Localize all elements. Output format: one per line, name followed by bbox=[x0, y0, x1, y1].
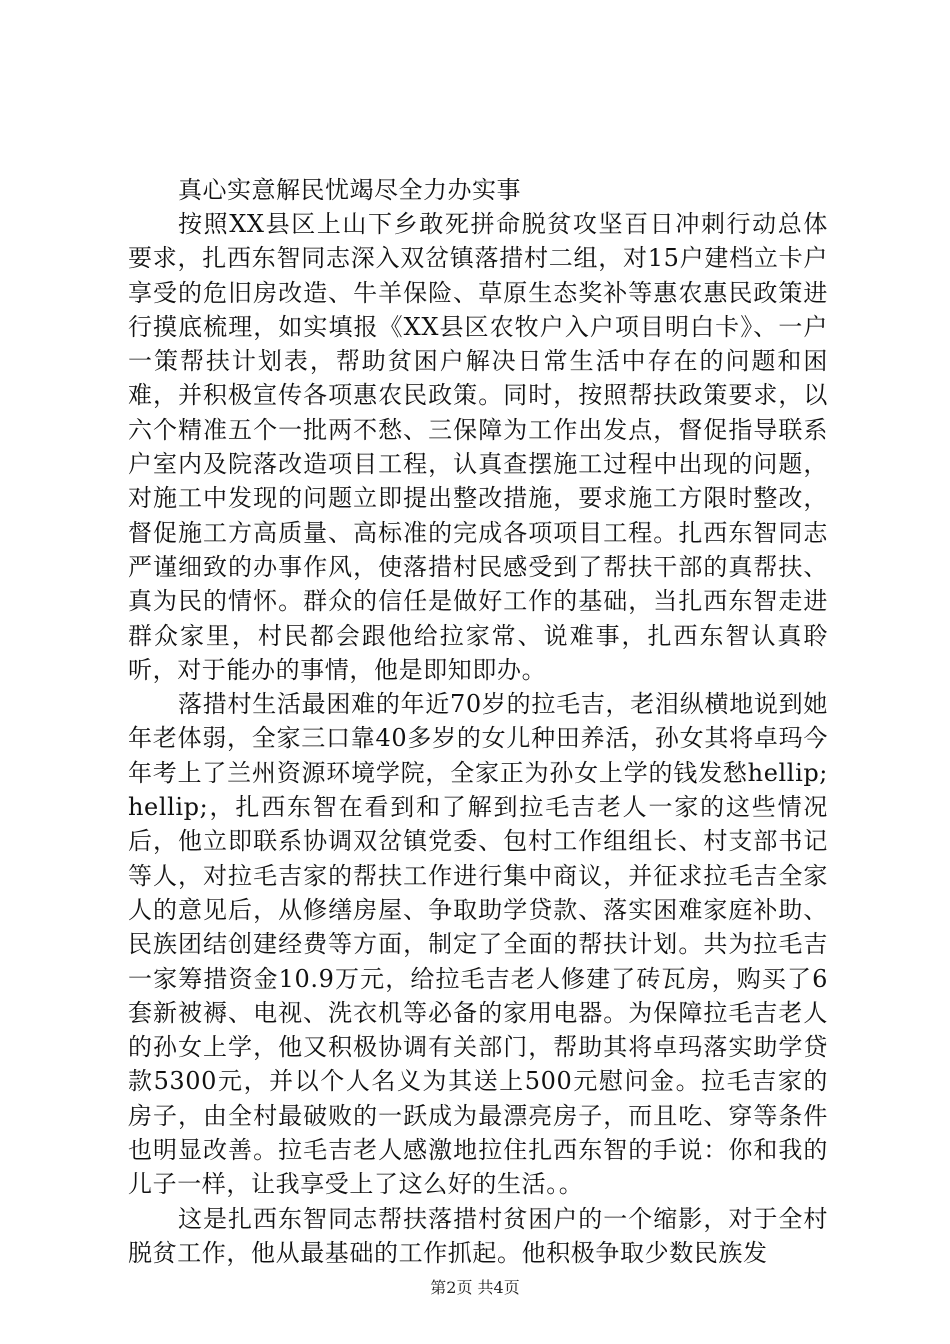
page-number-footer: 第2页 共4页 bbox=[430, 1278, 520, 1297]
document-body bbox=[128, 173, 828, 1270]
paragraph-1: 按照XX县区上山下乡敢死拼命脱贫攻坚百日冲刺行动总体要求，扎西东智同志深入双岔镇落措村二组，对15户建档立卡户享受的危旧房改造、牛羊保险、草原生态奖补等惠农惠民政策进行摸底梳理，如实填报《XX县区农牧户入户项目明白卡》、一户一策帮扶计划表，帮助贫困户解决日常生活中存在的问题和困难，并积极宣传各项惠农民政策。同时，按照帮扶政策要求，以六个精准五个一批两不愁、三保障为工作出发点，督促指导联系户室内及院落改造项目工程，认真查摆施工过程中出现的问题，对施工中发现的问题立即提出整改措施，要求施工方限时整改，督促施工方高质量、高标准的完成各项项目工程。扎西东智同志严谨细致的办事作风，使落措村民感受到了帮扶干部的真帮扶、真为民的情怀。群众的信任是做好工作的基础，当扎西东智走进群众家里，村民都会跟他给拉家常、说难事，扎西东智认真聆听，对于能办的事情，他是即知即办。 bbox=[128, 210, 828, 684]
document-title: 真心实意解民忧竭尽全力办实事 bbox=[178, 176, 521, 204]
paragraph-2: 落措村生活最困难的年近70岁的拉毛吉，老泪纵横地说到她年老体弱，全家三口靠40多岁的女儿种田养活，孙女其将卓玛今年考上了兰州资源环境学院，全家正为孙女上学的钱发愁hellip;hellip;，扎西东智在看到和了解到拉毛吉老人一家的这些情况后，他立即联系协调双岔镇党委、包村工作组组长、村支部书记等人，对拉毛吉家的帮扶工作进行集中商议，并征求拉毛吉全家人的意见后，从修缮房屋、争取助学贷款、落实困难家庭补助、民族团结创建经费等方面，制定了全面的帮扶计划。共为拉毛吉一家筹措资金10.9万元，给拉毛吉老人修建了砖瓦房，购买了6套新被褥、电视、洗衣机等必备的家用电器。为保障拉毛吉老人的孙女上学，他又积极协调有关部门，帮助其将卓玛落实助学贷款5300元，并以个人名义为其送上500元慰问金。拉毛吉家的房子，由全村最破败的一跃成为最漂亮房子，而且吃、穿等条件也明显改善。拉毛吉老人感激地拉住扎西东智的手说：你和我的儿子一样，让我享受上了这么好的生活。。 bbox=[128, 690, 828, 1199]
paragraph-3: 这是扎西东智同志帮扶落措村贫困户的一个缩影，对于全村脱贫工作，他从最基础的工作抓起。他积极争取少数民族发 bbox=[128, 1204, 828, 1267]
